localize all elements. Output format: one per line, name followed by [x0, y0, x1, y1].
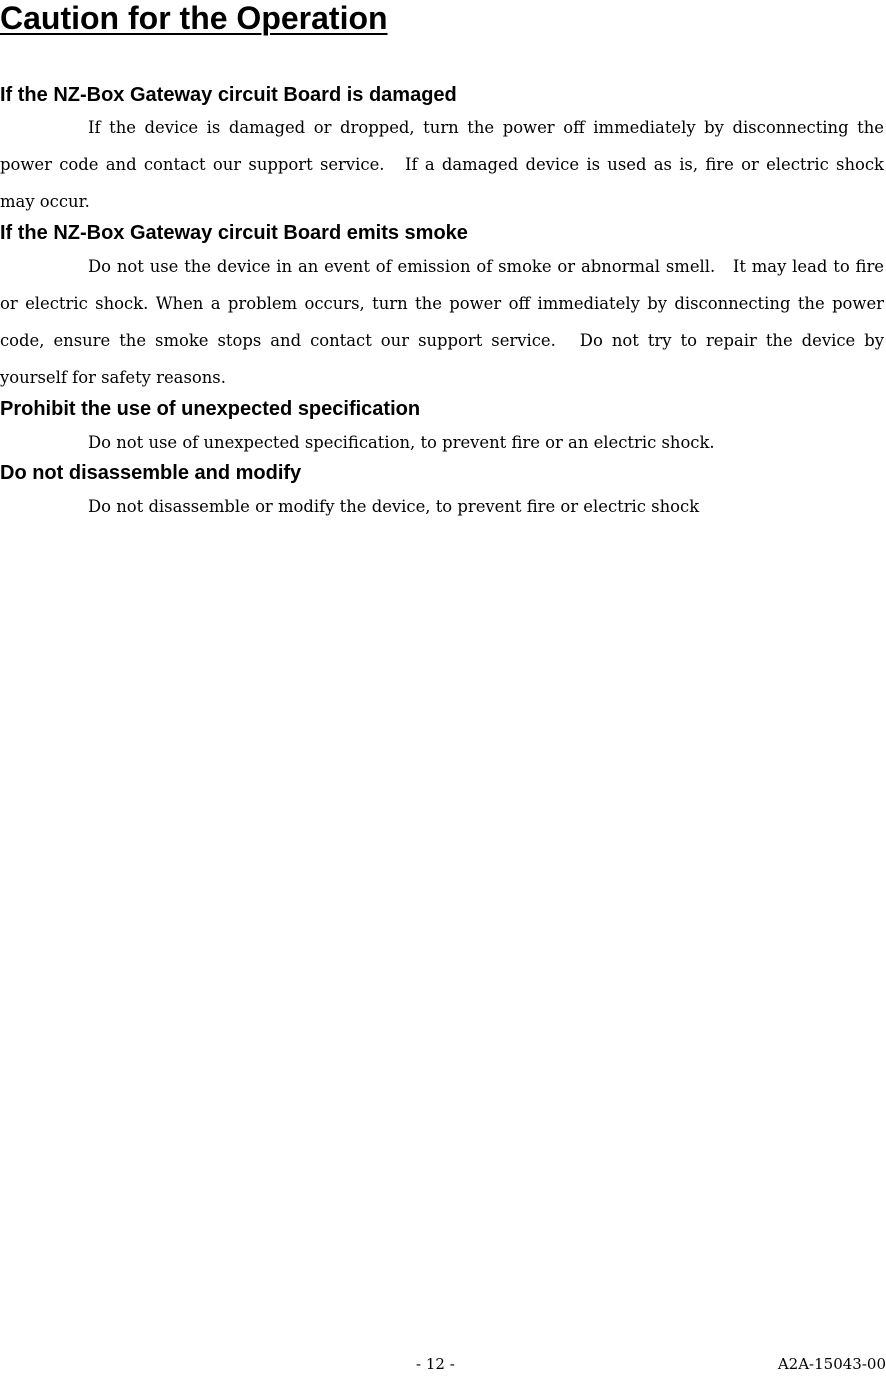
section-body-disassemble: Do not disassemble or modify the device, to prevent fire or electric shock	[88, 497, 700, 516]
section-heading-smoke: If the NZ-Box Gateway circuit Board emits smoke	[0, 222, 468, 244]
section-heading-disassemble: Do not disassemble and modify	[0, 462, 302, 484]
section-body-unexpected-spec: Do not use of unexpected specification, to prevent fire or an electric shock.	[88, 433, 715, 452]
section-body-smoke: Do not use the device in an event of emission of smoke or abnormal smell. It may lead to fire or electric shock. When a problem occurs, turn the power off immediately by disconnecting the power code, ensure the smoke stops and contact our support service. Do not try to repair the device by yourself for safety reasons.	[0, 257, 884, 387]
section-body-damaged: If the device is damaged or dropped, turn the power off immediately by disconnecting the power code and contact our support service. If a damaged device is used as is, fire or electric shock may occur.	[0, 118, 884, 211]
section-heading-unexpected-spec: Prohibit the use of unexpected specification	[0, 398, 421, 420]
page-title: Caution for the Operation	[0, 0, 388, 36]
document-code: A2A-15043-00	[777, 1355, 886, 1373]
page-number: - 12 -	[416, 1355, 455, 1373]
section-heading-damaged: If the NZ-Box Gateway circuit Board is damaged	[0, 84, 457, 106]
